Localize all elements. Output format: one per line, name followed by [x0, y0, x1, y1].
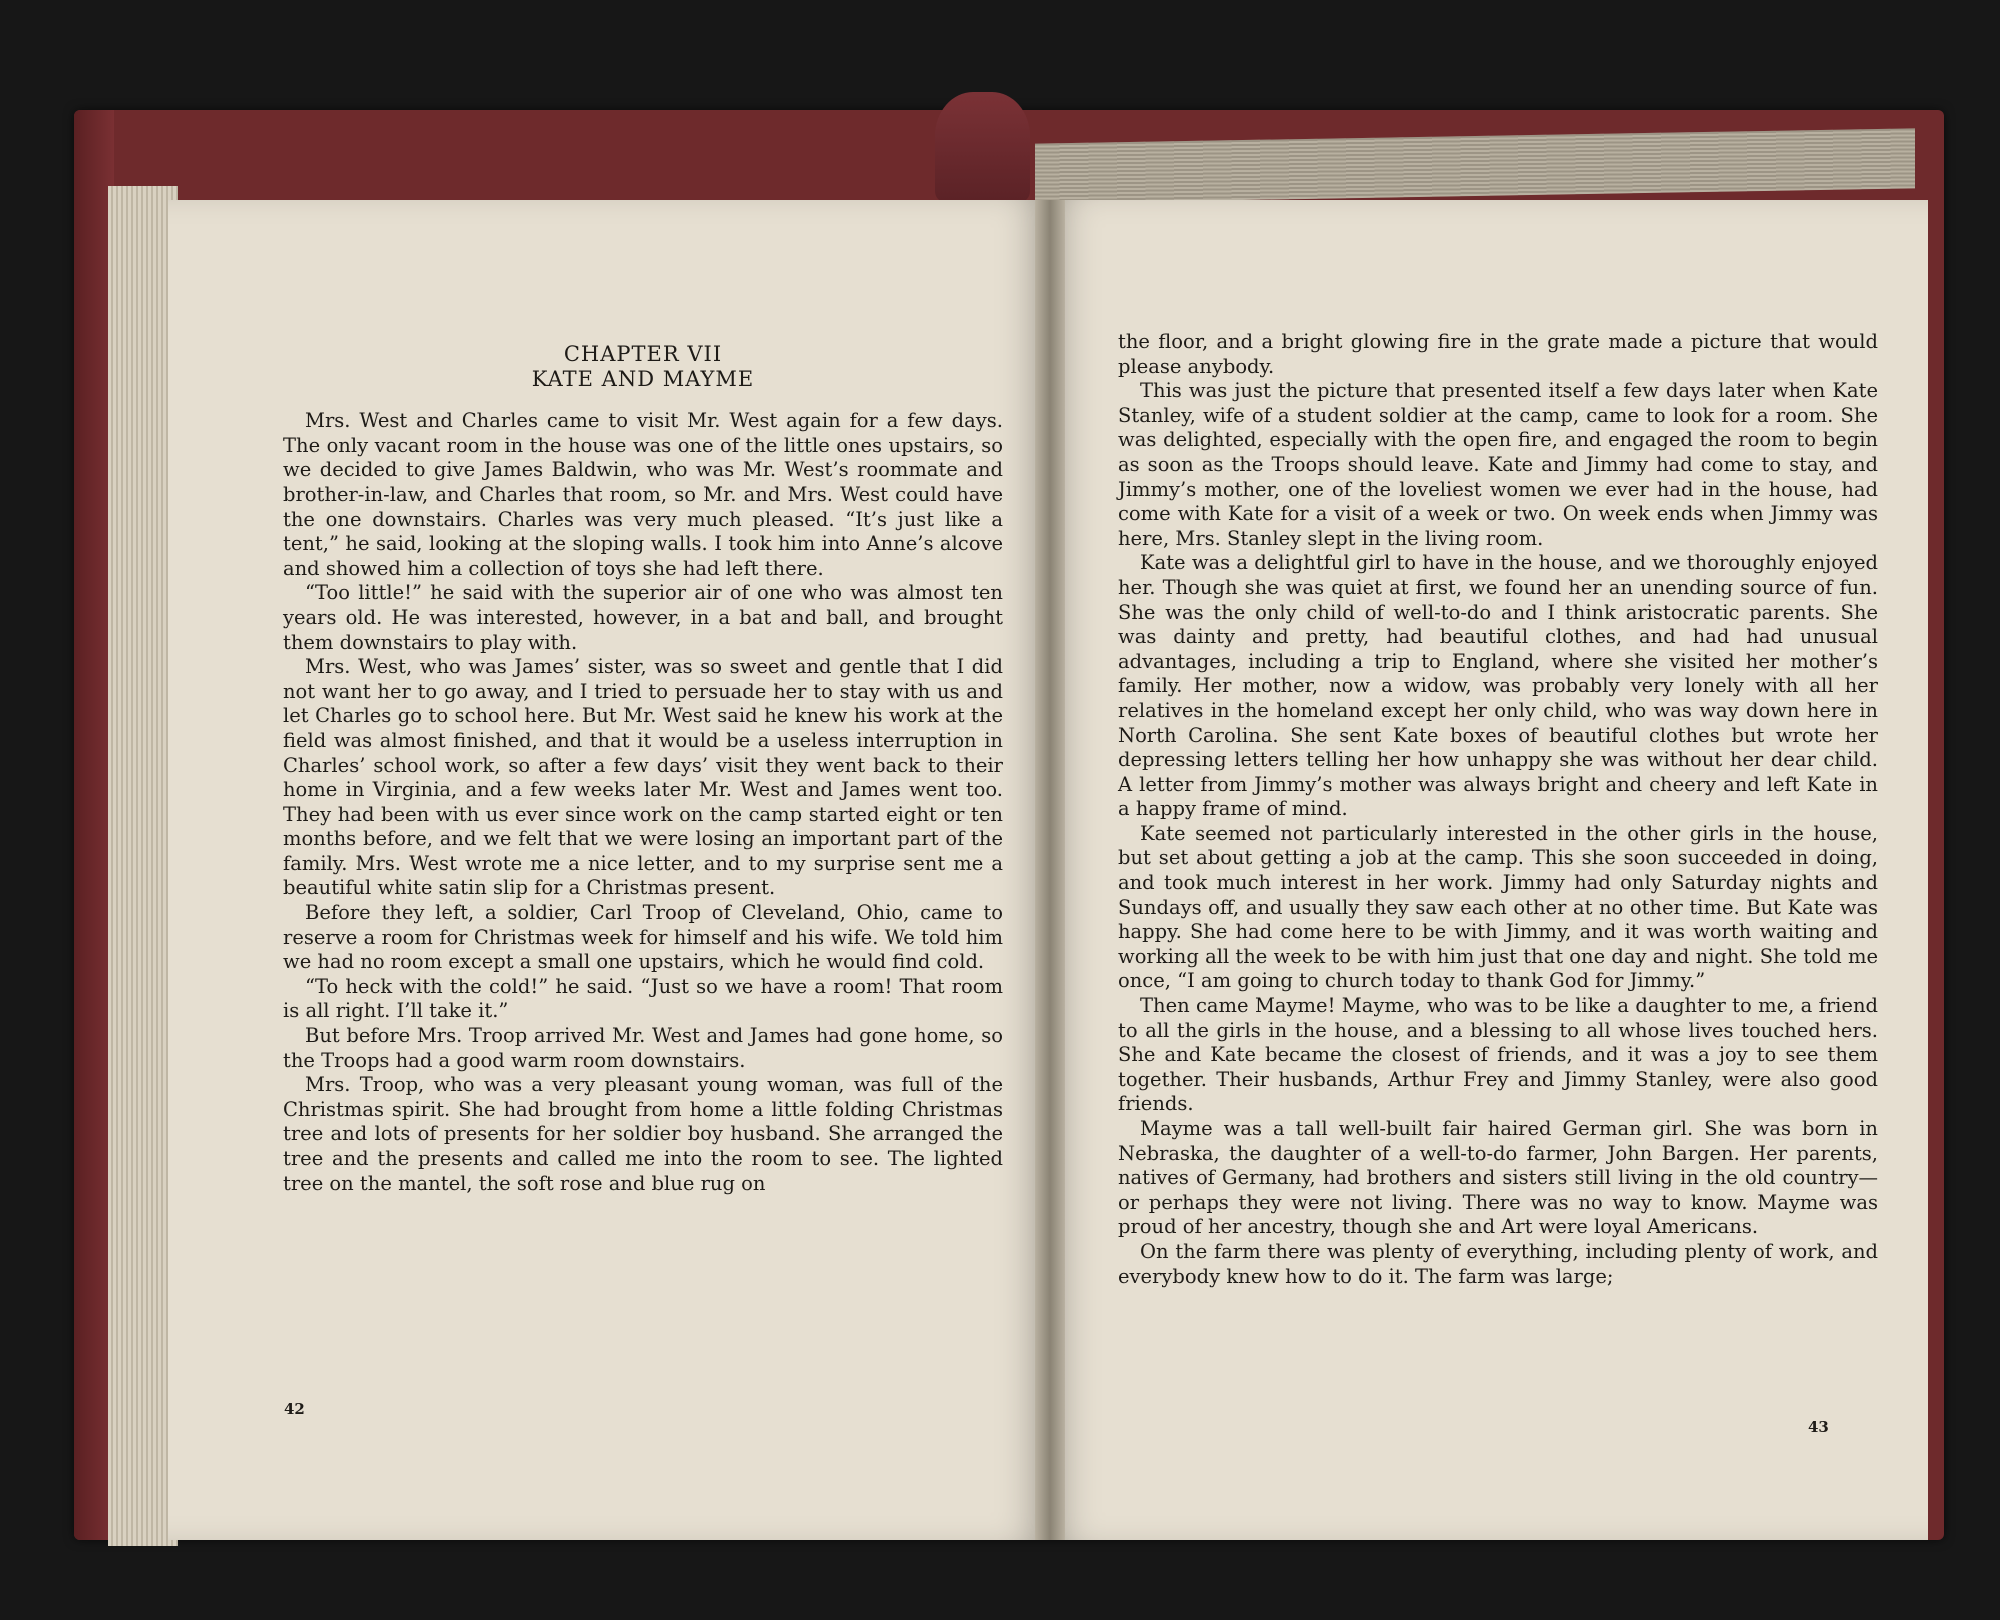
- paragraph: Mrs. Troop, who was a very pleasant young woman, was full of the Christmas spirit. She had brought from home a little folding Christmas tree and lots of presents for her soldier boy husband. She arranged the tree and the presents and called me into the room to see. The lighted tree on the mantel, the soft rose and blue rug on: [283, 1073, 1003, 1195]
- paragraph: the floor, and a bright glowing fire in the grate made a picture that would please anybody.: [1118, 330, 1878, 378]
- paragraph: Mrs. West and Charles came to visit Mr. West again for a few days. The only vacant room in the house was one of the little ones upstairs, so we decided to give James Baldwin, who was Mr. West’s roommate and brother-in-law, and Charles that room, so Mr. and Mrs. West could have the one downstairs. Charles was very much pleased. “It’s just like a tent,” he said, looking at the sloping walls. I took him into Anne’s alcove and showed him a collection of toys she had left there.: [283, 409, 1003, 580]
- paragraph: Then came Mayme! Mayme, who was to be like a daughter to me, a friend to all the girls in the house, and a blessing to all whose lives touched hers. She and Kate became the closest of friends, and it was a joy to see them together. Their husbands, Arthur Frey and Jimmy Stanley, were also good friends.: [1118, 994, 1878, 1116]
- book-gutter: [1035, 200, 1065, 1540]
- paragraph: Kate was a delightful girl to have in the house, and we thoroughly enjoyed her. Though she was quiet at first, we found her an unending source of fun. She was the only child of well-to-do and I think aristocratic parents. She was dainty and pretty, had beautiful clothes, and had had unusual advantages, including a trip to England, where she visited her mother’s family. Her mother, now a widow, was probably very lonely with all her relatives in the homeland except her only child, who was way down here in North Carolina. She sent Kate boxes of beautiful clothes but wrote her depressing letters telling her how unhappy she was without her dear child. A letter from Jimmy’s mother was always bright and cheery and left Kate in a happy frame of mind.: [1118, 551, 1878, 821]
- left-page-text: [283, 342, 1003, 1196]
- left-page: [168, 200, 1048, 1540]
- paragraph: Mrs. West, who was James’ sister, was so sweet and gentle that I did not want her to go away, and I tried to persuade her to stay with us and let Charles go to school here. But Mr. West said he knew his work at the field was almost finished, and that it would be a useless interruption in Charles’ school work, so after a few days’ visit they went back to their home in Virginia, and a few weeks later Mr. West and James went too. They had been with us ever since work on the camp started eight or ten months before, and we felt that we were losing an important part of the family. Mrs. West wrote me a nice letter, and to my surprise sent me a beautiful white satin slip for a Christmas present.: [283, 655, 1003, 900]
- paragraph: “To heck with the cold!” he said. “Just so we have a room! That room is all right. I’ll take it.”: [283, 974, 1003, 1023]
- paragraph: Kate seemed not particularly interested in the other girls in the house, but set about getting a job at the camp. This she soon succeeded in doing, and took much interest in her work. Jimmy had only Saturday nights and Sundays off, and usually they saw each other at no other time. But Kate was happy. She had come here to be with Jimmy, and it was worth waiting and working all the week to be with him just that one day and night. She told me once, “I am going to church today to thank God for Jimmy.”: [1118, 821, 1878, 993]
- headband: [935, 92, 1030, 202]
- paragraph: This was just the picture that presented itself a few days later when Kate Stanley, wife of a student soldier at the camp, came to look for a room. She was delighted, especially with the open fire, and engaged the room to begin as soon as the Troops should leave. Kate and Jimmy had come to stay, and Jimmy’s mother, one of the loveliest women we ever had in the house, had come with Kate for a visit of a week or two. On week ends when Jimmy was here, Mrs. Stanley slept in the living room.: [1118, 379, 1878, 550]
- chapter-title: KATE AND MAYME: [531, 366, 755, 391]
- paragraph: But before Mrs. Troop arrived Mr. West and James had gone home, so the Troops had a good warm room downstairs.: [283, 1024, 1003, 1072]
- page-number-left: 42: [284, 1400, 305, 1418]
- right-page-text: [1118, 330, 1878, 1289]
- paragraph: On the farm there was plenty of everything, including plenty of work, and everybody knew how to do it. The farm was large;: [1118, 1239, 1878, 1288]
- page-number-right: 43: [1808, 1418, 1829, 1436]
- paragraph: Before they left, a soldier, Carl Troop of Cleveland, Ohio, came to reserve a room for Christmas week for himself and his wife. We told him we had no room except a small one upstairs, which he would find cold.: [283, 901, 1003, 974]
- right-page: [1048, 200, 1928, 1540]
- paragraph: Mayme was a tall well-built fair haired German girl. She was born in Nebraska, the daughter of a well-to-do farmer, John Bargen. Her parents, natives of Germany, had brothers and sisters still living in the old country—or perhaps they were not living. There was no way to know. Mayme was proud of her ancestry, though she and Art were loyal Americans.: [1118, 1117, 1878, 1239]
- chapter-number: CHAPTER VII: [563, 342, 723, 366]
- paragraph: “Too little!” he said with the superior air of one who was almost ten years old. He was interested, however, in a bat and ball, and brought them downstairs to play with.: [283, 581, 1003, 654]
